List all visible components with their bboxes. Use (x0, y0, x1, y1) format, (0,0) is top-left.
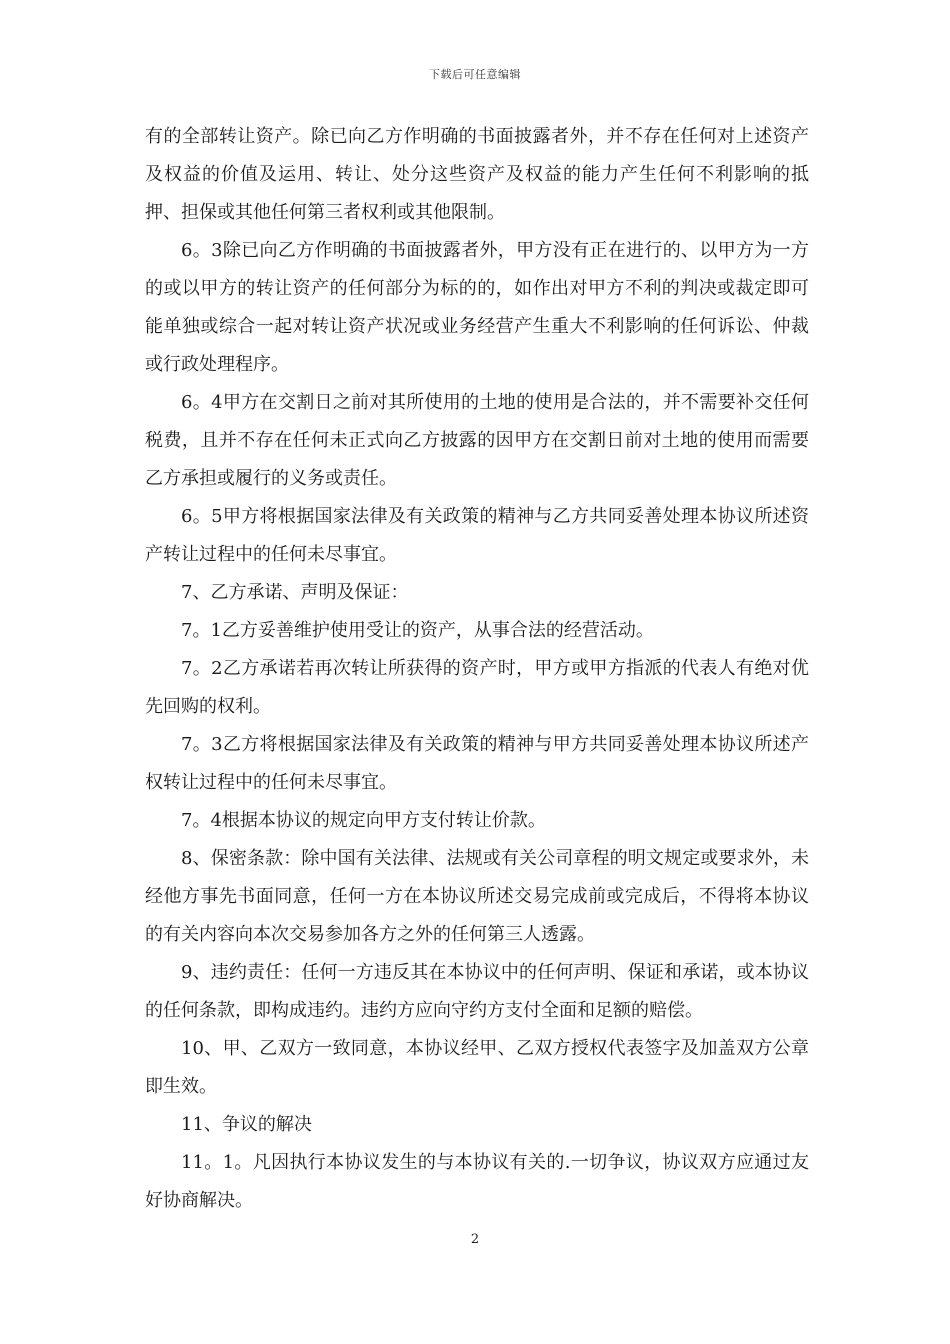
paragraph-6-3: 6。3除已向乙方作明确的书面披露者外，甲方没有正在进行的、以甲方为一方的或以甲方的转让资产的任何部分为标的的，如作出对甲方不利的判决或裁定即可能单独或综合一起对转让资产状况或业务经营产生重大不利影响的任何诉讼、仲裁或行政处理程序。 (145, 240, 809, 375)
paragraph-10-effectiveness: 10、甲、乙双方一致同意，本协议经甲、乙双方授权代表签字及加盖双方公章即生效。 (145, 1038, 809, 1097)
paragraph-11-heading: 11、争议的解决 (181, 1114, 312, 1135)
paragraph-7-heading: 7、乙方承诺、声明及保证： (181, 582, 409, 603)
document-body (145, 118, 809, 1220)
paragraph-6-5: 6。5甲方将根据国家法律及有关政策的精神与乙方共同妥善处理本协议所述资产转让过程中的任何未尽事宜。 (145, 506, 809, 565)
page-header-note: 下载后可任意编辑 (429, 68, 521, 81)
paragraph-7-1: 7。1乙方妥善维护使用受让的资产，从事合法的经营活动。 (181, 620, 654, 641)
paragraph-11-1: 11。1。凡因执行本协议发生的与本协议有关的.一切争议，协议双方应通过友好协商解决。 (145, 1152, 809, 1211)
paragraph-7-4: 7。4根据本协议的规定向甲方支付转让价款。 (181, 810, 546, 831)
paragraph-6-4: 6。4甲方在交割日之前对其所使用的土地的使用是合法的，并不需要补交任何税费，且并不存在任何未正式向乙方披露的因甲方在交割日前对土地的使用而需要乙方承担或履行的义务或责任。 (145, 392, 809, 489)
paragraph-9-liability: 9、违约责任：任何一方违反其在本协议中的任何声明、保证和承诺，或本协议的任何条款，即构成违约。违约方应向守约方支付全面和足额的赔偿。 (145, 962, 809, 1021)
paragraph-continuation: 有的全部转让资产。除已向乙方作明确的书面披露者外，并不存在任何对上述资产及权益的价值及运用、转让、处分这些资产及权益的能力产生任何不利影响的抵押、担保或其他任何第三者权利或其他限制。 (145, 126, 809, 223)
paragraph-7-3: 7。3乙方将根据国家法律及有关政策的精神与甲方共同妥善处理本协议所述产权转让过程中的任何未尽事宜。 (145, 734, 809, 793)
paragraph-8-confidentiality: 8、保密条款：除中国有关法律、法规或有关公司章程的明文规定或要求外，未经他方事先书面同意，任何一方在本协议所述交易完成前或完成后，不得将本协议的有关内容向本次交易参加各方之外的任何第三人透露。 (145, 848, 809, 945)
paragraph-7-2: 7。2乙方承诺若再次转让所获得的资产时，甲方或甲方指派的代表人有绝对优先回购的权利。 (145, 658, 809, 717)
page-number: 2 (470, 1232, 480, 1247)
